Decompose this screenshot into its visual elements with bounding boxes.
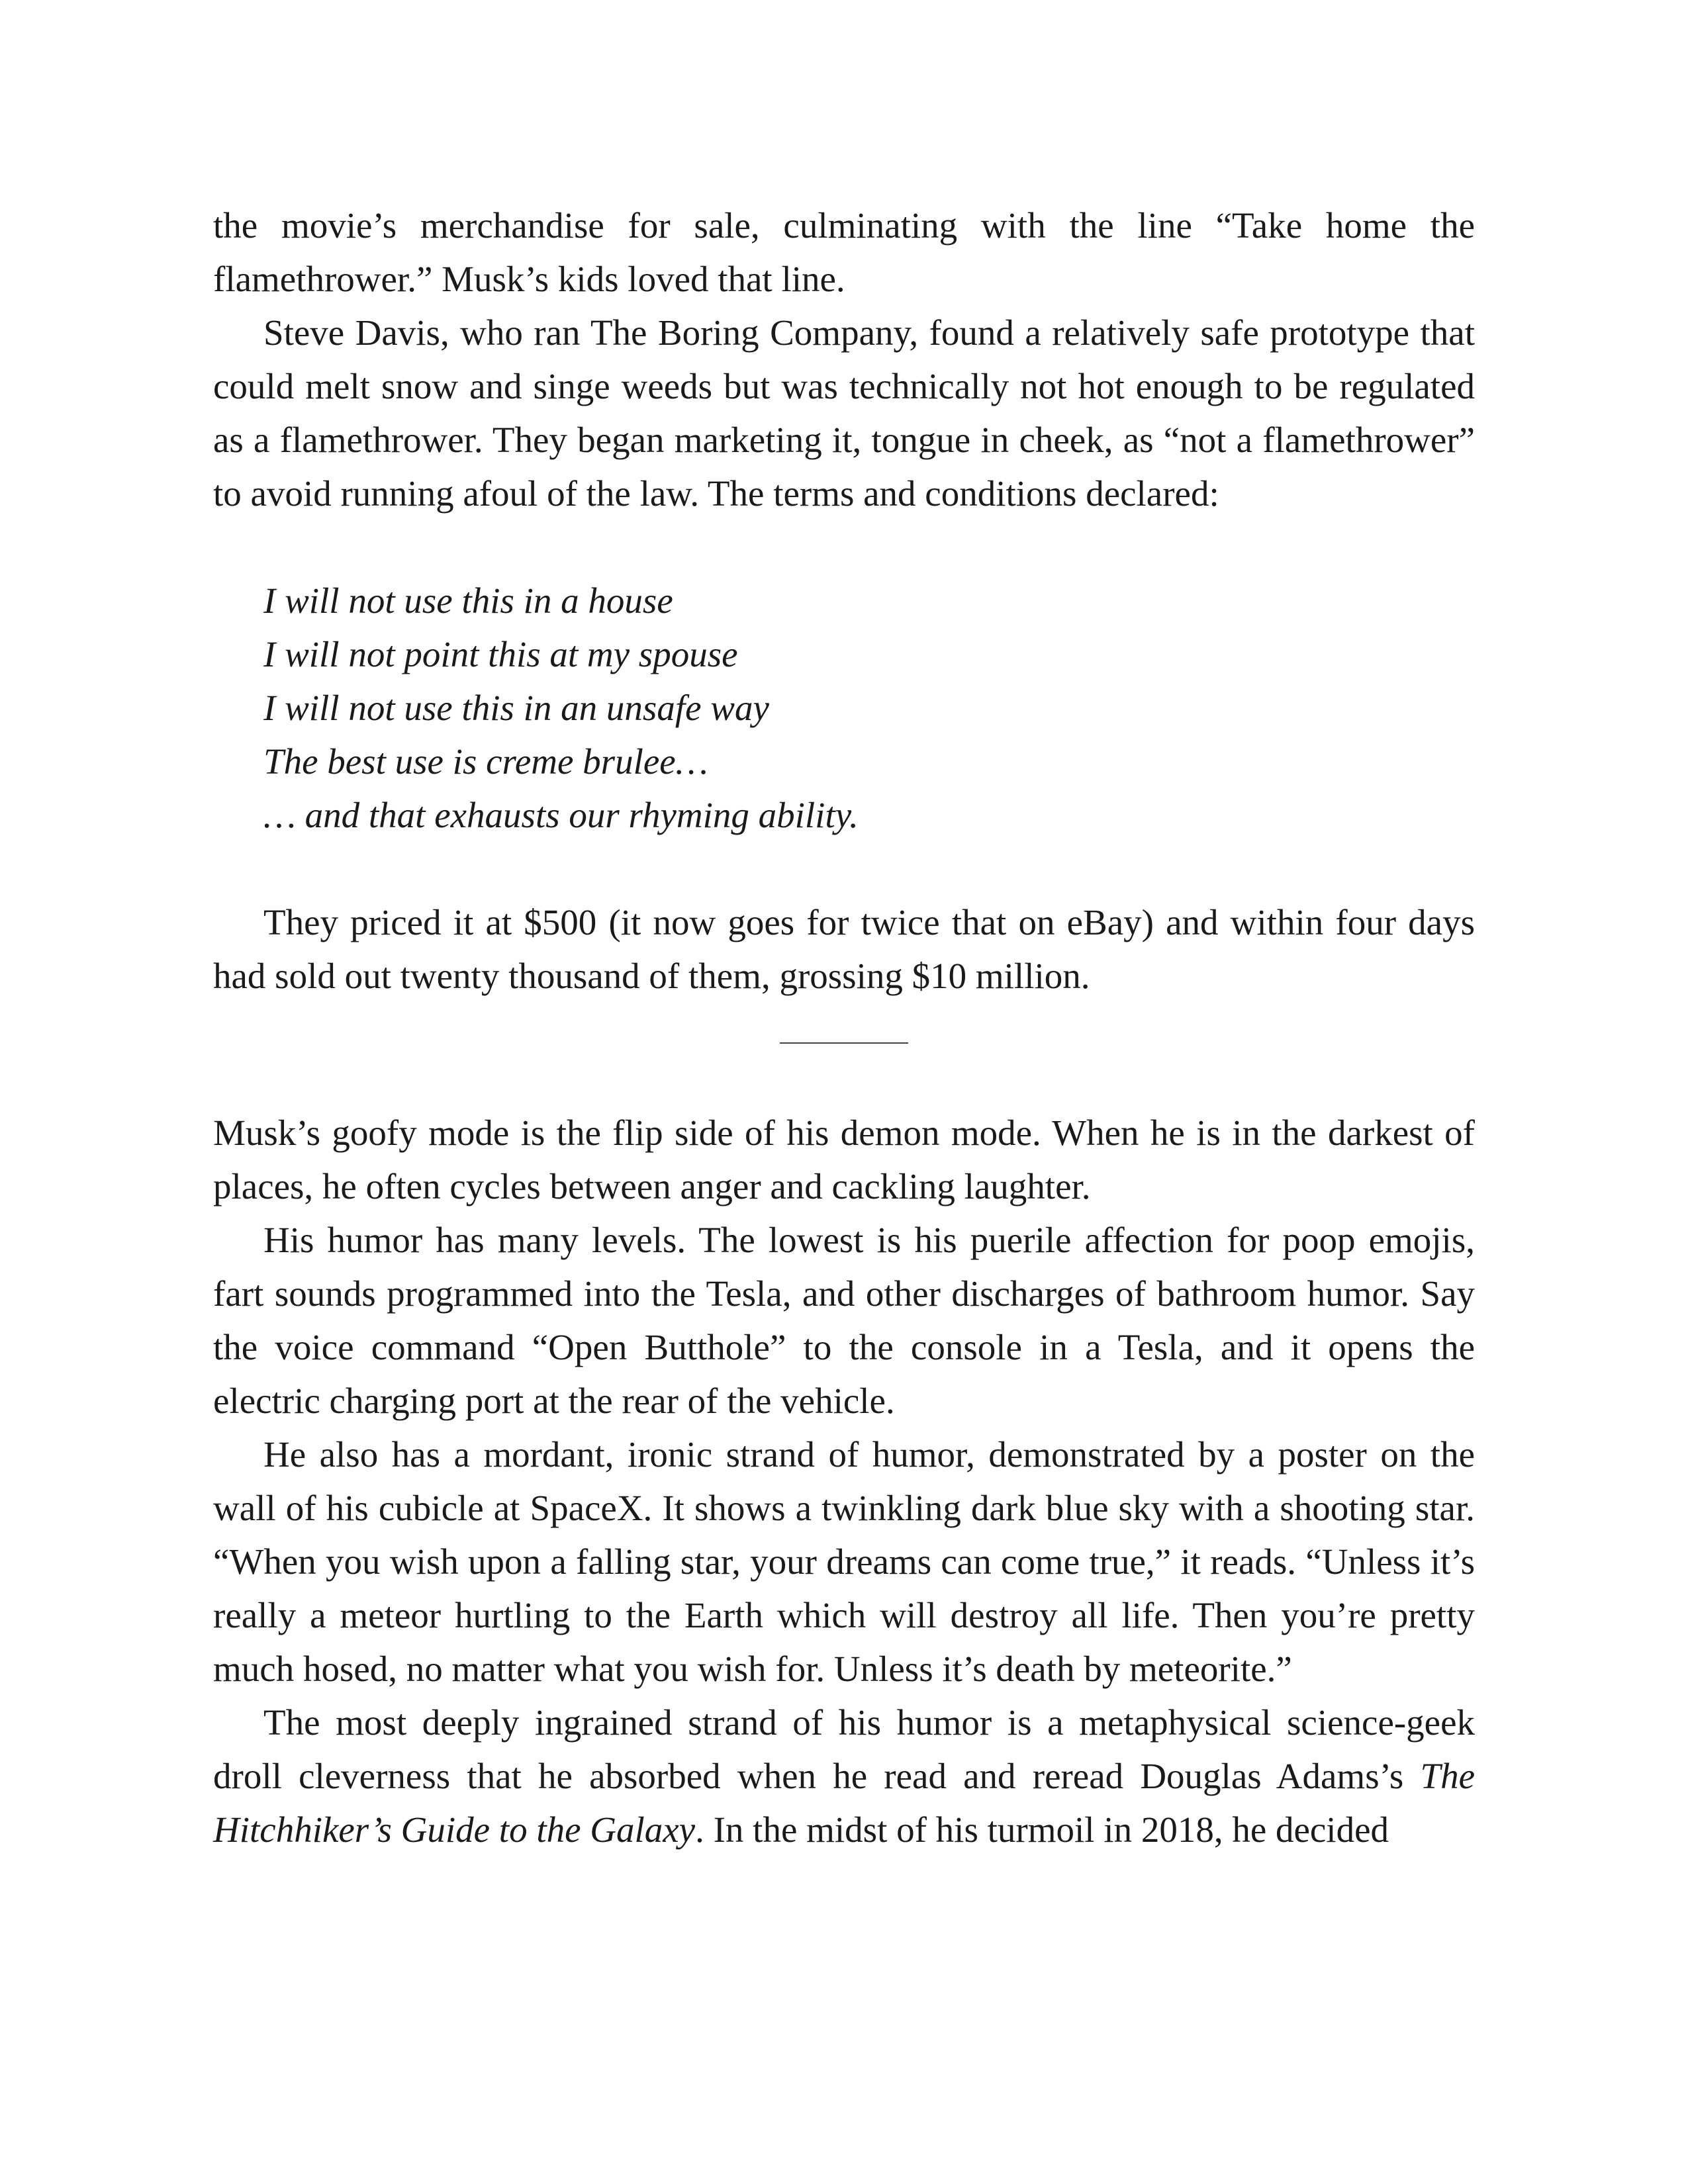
verse-line: I will not use this in an unsafe way	[263, 688, 769, 728]
verse-line: I will not point this at my spouse	[263, 634, 738, 674]
book-page	[213, 199, 1475, 1856]
paragraph: the movie’s merchandise for sale, culminating with the line “Take home the flamethrower.” Musk’s kids loved that line.	[213, 205, 1475, 299]
verse-line: The best use is creme brulee…	[263, 741, 708, 782]
paragraph: They priced it at $500 (it now goes for twice that on eBay) and within four days had sold out twenty thousand of them, grossing $10 million.	[213, 902, 1475, 996]
paragraph	[213, 1696, 1475, 1856]
paragraph: Musk’s goofy mode is the flip side of his demon mode. When he is in the darkest of places, he often cycles between anger and cackling laughter.	[213, 1113, 1475, 1206]
section-divider	[780, 1042, 908, 1044]
paragraph: Steve Davis, who ran The Boring Company, found a relatively safe prototype that could melt snow and singe weeds but was technically not hot enough to be regulated as a flamethrower. They began marketing it, tongue in cheek, as “not a flamethrower” to avoid running afoul of the law. The terms and conditions declared:	[213, 312, 1475, 514]
book-title: The Hitchhiker’s Guide to the Galaxy	[213, 1756, 1475, 1850]
paragraph-text: The most deeply ingrained strand of his humor is a metaphysical science-geek droll cleverness that he absorbed when he read and reread Douglas Adams’s	[213, 1702, 1475, 1796]
verse-line: … and that exhausts our rhyming ability.	[263, 795, 859, 835]
paragraph: His humor has many levels. The lowest is his puerile affection for poop emojis, fart sounds programmed into the Tesla, and other discharges of bathroom humor. Say the voice command “Open Butthole” to the console in a Tesla, and it opens the electric charging port at the rear of the vehicle.	[213, 1220, 1475, 1421]
paragraph: He also has a mordant, ironic strand of humor, demonstrated by a poster on the wall of his cubicle at SpaceX. It shows a twinkling dark blue sky with a shooting star. “When you wish upon a falling star, your dreams can come true,” it reads. “Unless it’s really a meteor hurtling to the Earth which will destroy all life. Then you’re pretty much hosed, no matter what you wish for. Unless it’s death by meteorite.”	[213, 1434, 1475, 1689]
paragraph-text: . In the midst of his turmoil in 2018, he decided	[695, 1809, 1389, 1850]
verse-line: I will not use this in a house	[263, 580, 673, 621]
verse-block	[263, 574, 1475, 842]
